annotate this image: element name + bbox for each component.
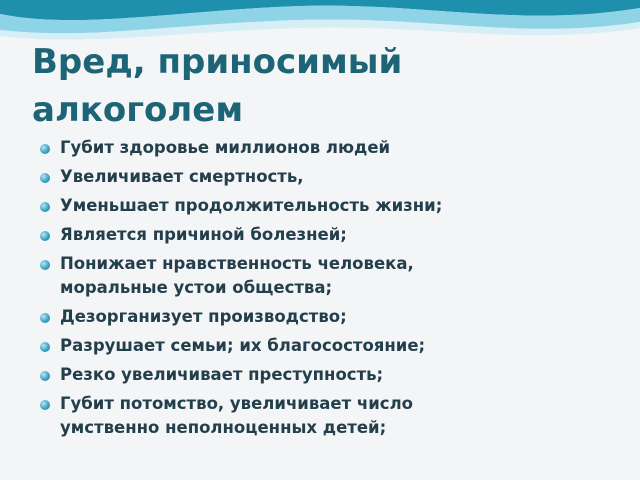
bullet-list — [40, 136, 620, 445]
bullet-icon — [40, 231, 50, 241]
bullet-icon — [40, 313, 50, 323]
bullet-icon — [40, 371, 50, 381]
bullet-text: Дезорганизует производство; — [60, 307, 347, 326]
bullet-item — [40, 223, 620, 247]
bullet-text: Увеличивает смертность, — [60, 167, 304, 186]
bullet-item — [40, 165, 620, 189]
bullet-text: Является причиной болезней; — [60, 225, 347, 244]
bullet-item — [40, 392, 620, 440]
bullet-item — [40, 363, 620, 387]
title-line-2: алкоголем — [32, 90, 244, 130]
bullet-item — [40, 136, 620, 160]
bullet-icon — [40, 202, 50, 212]
title-line-1: Вред, приносимый — [32, 42, 403, 82]
bullet-text: Уменьшает продолжительность жизни; — [60, 196, 443, 215]
bullet-text: Губит здоровье миллионов людей — [60, 138, 391, 157]
bullet-text: Разрушает семьи; их благосостояние; — [60, 336, 426, 355]
bullet-text: Губит потомство, увеличивает число — [60, 394, 414, 413]
bullet-icon — [40, 173, 50, 183]
bullet-text-continuation: умственно неполноценных детей; — [60, 418, 387, 437]
bullet-text-continuation: моральные устои общества; — [60, 278, 333, 297]
bullet-icon — [40, 260, 50, 270]
bullet-icon — [40, 400, 50, 410]
bullet-item — [40, 334, 620, 358]
bullet-icon — [40, 342, 50, 352]
bullet-item — [40, 252, 620, 300]
slide-title — [32, 38, 592, 134]
bullet-icon — [40, 144, 50, 154]
bullet-text: Резко увеличивает преступность; — [60, 365, 384, 384]
bullet-item — [40, 194, 620, 218]
bullet-item — [40, 305, 620, 329]
bullet-text: Понижает нравственность человека, — [60, 254, 414, 273]
